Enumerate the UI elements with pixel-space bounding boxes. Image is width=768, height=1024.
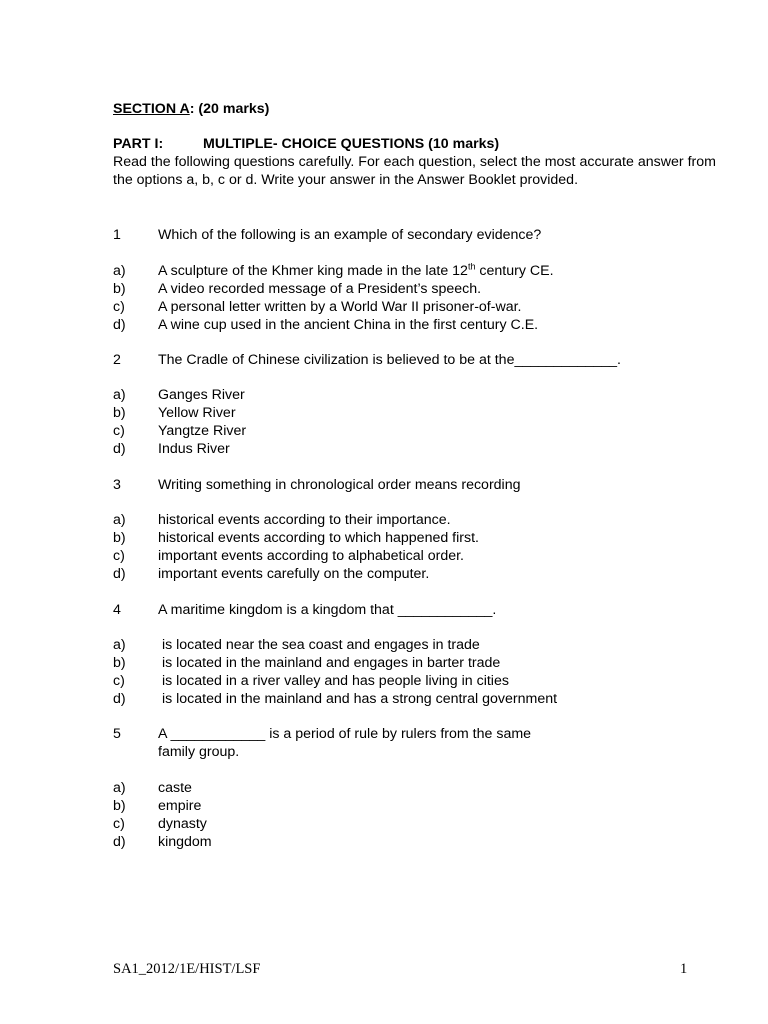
q4-option-c-text: is located in a river valley and has people living in cities	[158, 673, 509, 689]
q1-option-a-text: A sculpture of the Khmer king made in the late 12th century CE.	[158, 261, 554, 279]
question-5-number: 5	[113, 726, 121, 742]
footer-page-number: 1	[680, 961, 688, 977]
q3-option-d-text: important events carefully on the computer.	[158, 566, 430, 582]
question-3-number: 3	[113, 477, 121, 493]
q5-option-d-text: kingdom	[158, 834, 212, 850]
q1-option-d-text: A wine cup used in the ancient China in the first century C.E.	[158, 317, 539, 333]
q1-option-b-text: A video recorded message of a President’s speech.	[158, 281, 482, 297]
q2-option-b-text: Yellow River	[158, 405, 236, 421]
q2-option-d-text: Indus River	[158, 441, 230, 457]
footer-document-code: SA1_2012/1E/HIST/LSF	[113, 961, 261, 977]
q5-option-b-text: empire	[158, 798, 202, 814]
q2-option-c-label: c)	[113, 423, 125, 439]
q3-option-c-label: c)	[113, 548, 125, 564]
question-4-text: A maritime kingdom is a kingdom that ____________.	[158, 602, 497, 618]
question-1-number: 1	[113, 227, 121, 243]
question-5-text-line1: A ____________ is a period of rule by rulers from the same	[158, 726, 532, 742]
q5-option-a-text: caste	[158, 780, 192, 796]
q1-option-d-label: d)	[113, 317, 126, 333]
q3-option-d-label: d)	[113, 566, 126, 582]
q3-option-b-text: historical events according to which happened first.	[158, 530, 479, 546]
q4-option-d-text: is located in the mainland and has a strong central government	[158, 691, 558, 707]
q5-option-c-text: dynasty	[158, 816, 207, 832]
q4-option-d-label: d)	[113, 691, 126, 707]
q4-option-b-text: is located in the mainland and engages in barter trade	[158, 655, 501, 671]
q3-option-a-label: a)	[113, 512, 126, 528]
q1-option-b-label: b)	[113, 281, 126, 297]
q5-option-d-label: d)	[113, 834, 126, 850]
section-label: SECTION A	[113, 101, 190, 117]
q1-option-c-label: c)	[113, 299, 125, 315]
section-heading	[113, 100, 269, 118]
question-2-text: The Cradle of Chinese civilization is believed to be at the_____________.	[158, 352, 621, 368]
q3-option-b-label: b)	[113, 530, 126, 546]
q2-option-a-label: a)	[113, 387, 126, 403]
q4-option-c-label: c)	[113, 673, 125, 689]
q2-option-b-label: b)	[113, 405, 126, 421]
q1-option-c-text: A personal letter written by a World War II prisoner-of-war.	[158, 299, 522, 315]
q4-option-a-label: a)	[113, 637, 126, 653]
q2-option-a-text: Ganges River	[158, 387, 245, 403]
instructions-paragraph: Read the following questions carefully. For each question, select the most accurate answer from the options a, b, c or d. Write your answer in the Answer Booklet provided.	[113, 154, 716, 188]
q5-option-a-label: a)	[113, 780, 126, 796]
question-2-number: 2	[113, 352, 121, 368]
section-marks: : (20 marks)	[189, 101, 270, 117]
q2-option-d-label: d)	[113, 441, 126, 457]
q1-option-a-label: a)	[113, 263, 126, 279]
q3-option-a-text: historical events according to their importance.	[158, 512, 451, 528]
question-1-text: Which of the following is an example of secondary evidence?	[158, 227, 542, 243]
part-title: MULTIPLE- CHOICE QUESTIONS (10 marks)	[203, 136, 500, 152]
q4-option-b-label: b)	[113, 655, 126, 671]
q5-option-c-label: c)	[113, 816, 125, 832]
question-3-text: Writing something in chronological order means recording	[158, 477, 521, 493]
part-label: PART I:	[113, 136, 164, 152]
q2-option-c-text: Yangtze River	[158, 423, 247, 439]
q4-option-a-text: is located near the sea coast and engages in trade	[158, 637, 480, 653]
superscript-th: th	[467, 261, 476, 272]
q3-option-c-text: important events according to alphabetical order.	[158, 548, 465, 564]
q5-option-b-label: b)	[113, 798, 126, 814]
question-4-number: 4	[113, 602, 121, 618]
question-5-text-line2: family group.	[158, 744, 240, 760]
